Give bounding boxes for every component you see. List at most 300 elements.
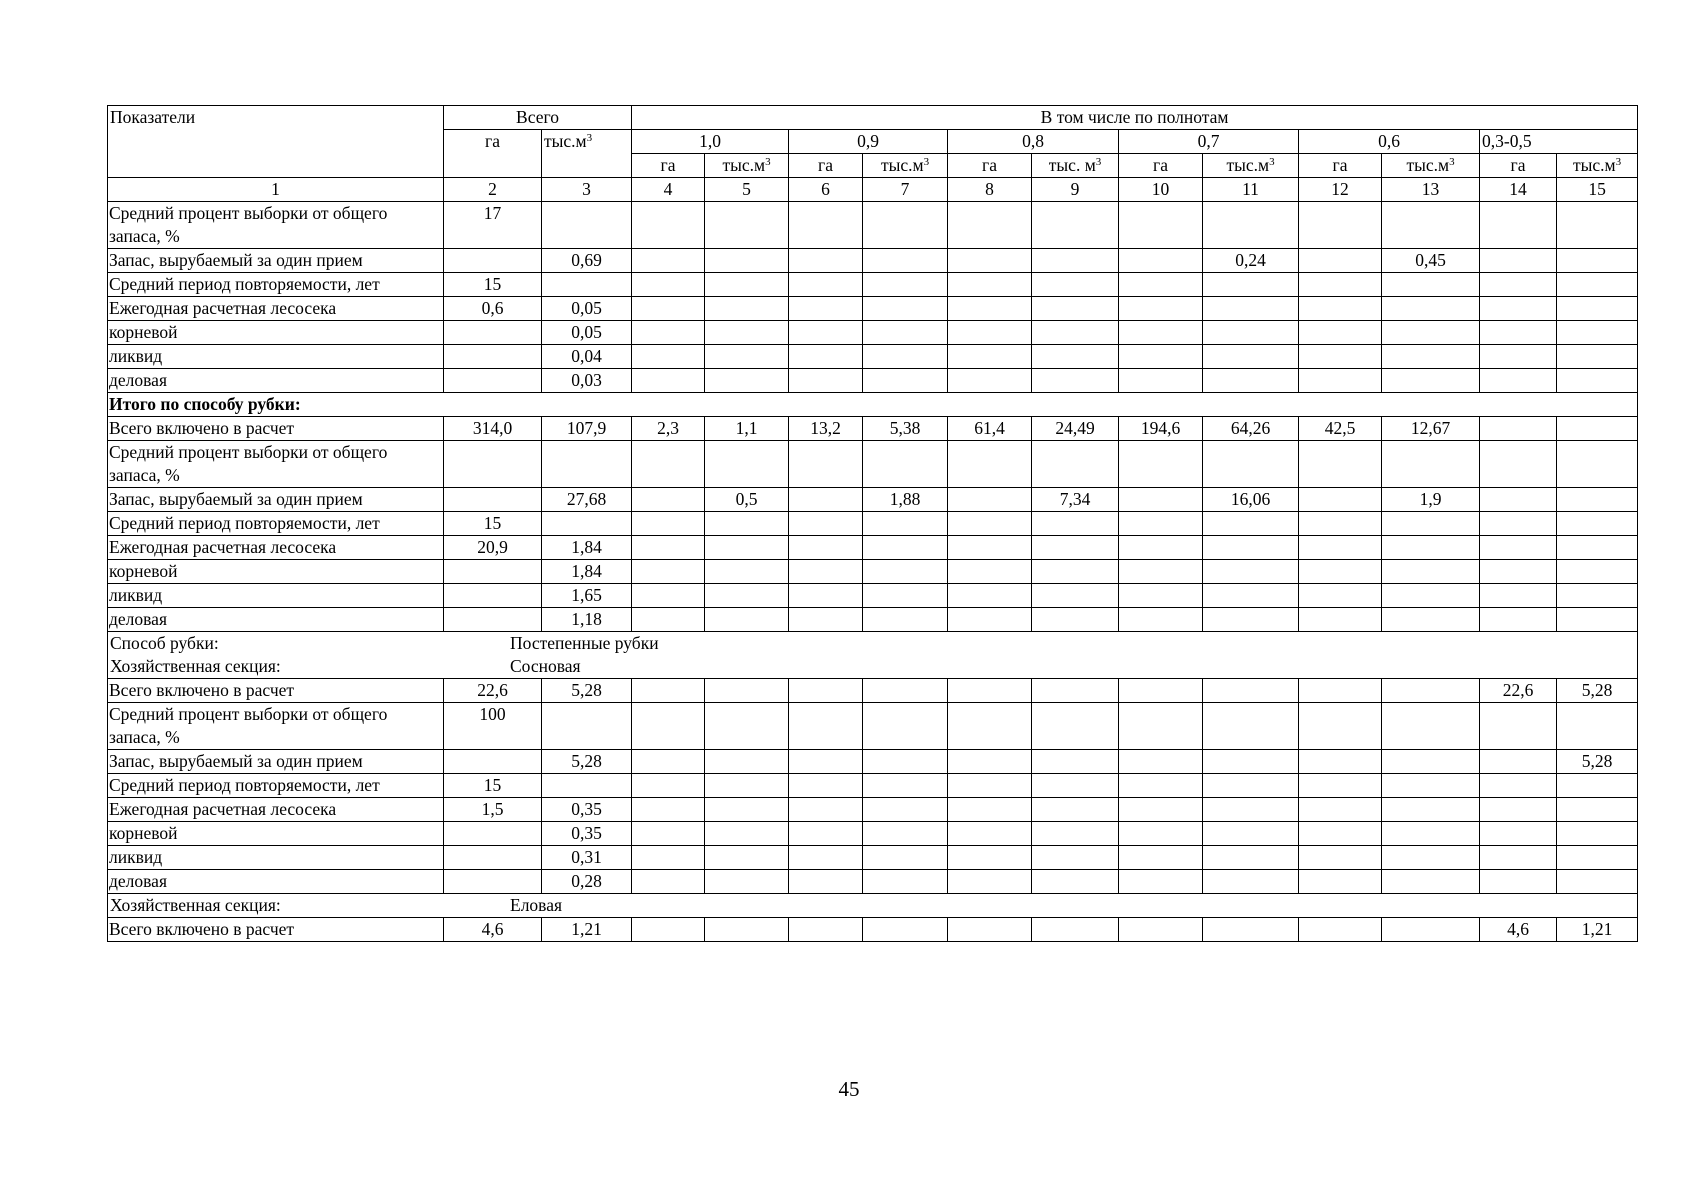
table-cell	[632, 750, 705, 774]
row-label: Запас, вырубаемый за один прием	[108, 750, 444, 774]
table-cell: 1,9	[1382, 488, 1480, 512]
table-cell: 42,5	[1299, 417, 1382, 441]
table-row	[108, 846, 1638, 870]
header-ha: га	[948, 154, 1032, 178]
table-cell	[1299, 560, 1382, 584]
header-density-4: 0,7	[1119, 130, 1299, 154]
table-cell	[705, 202, 789, 249]
table-row	[108, 488, 1638, 512]
column-number: 9	[1032, 178, 1119, 202]
row-label: Ежегодная расчетная лесосека	[108, 297, 444, 321]
table-cell	[1119, 202, 1203, 249]
column-number: 11	[1203, 178, 1299, 202]
table-cell	[863, 512, 948, 536]
forest-section-label: Хозяйственная секция:	[110, 895, 281, 915]
table-cell	[1480, 297, 1557, 321]
row-label: корневой	[108, 321, 444, 345]
table-cell	[948, 846, 1032, 870]
column-number: 4	[632, 178, 705, 202]
table-cell: 1,84	[542, 536, 632, 560]
table-cell	[1382, 679, 1480, 703]
table-cell	[1557, 417, 1638, 441]
table-cell	[1382, 870, 1480, 894]
table-row	[108, 441, 1638, 488]
table-cell	[863, 345, 948, 369]
table-cell	[632, 488, 705, 512]
row-label: Средний процент выборки от общего запаса, %	[108, 703, 444, 750]
total-heading-row	[108, 393, 1638, 417]
table-cell	[863, 297, 948, 321]
table-cell	[948, 369, 1032, 393]
header-row-1	[108, 106, 1638, 130]
table-cell	[1557, 512, 1638, 536]
table-cell	[1299, 273, 1382, 297]
table-cell	[948, 249, 1032, 273]
table-cell: 13,2	[789, 417, 863, 441]
table-cell	[1203, 870, 1299, 894]
table-cell: 22,6	[444, 679, 542, 703]
row-label: ликвид	[108, 345, 444, 369]
table-cell	[1480, 536, 1557, 560]
table-row	[108, 918, 1638, 942]
header-volume: $тыс.м^3$	[705, 154, 789, 178]
table-row	[108, 321, 1638, 345]
table-row	[108, 536, 1638, 560]
table-cell: 0,28	[542, 870, 632, 894]
table-cell	[1032, 345, 1119, 369]
column-number: 13	[1382, 178, 1480, 202]
table-cell	[444, 249, 542, 273]
table-row	[108, 417, 1638, 441]
table-cell	[542, 273, 632, 297]
table-cell	[1119, 774, 1203, 798]
table-cell	[789, 798, 863, 822]
table-cell	[632, 345, 705, 369]
forest-section-line	[110, 655, 1635, 678]
table-cell	[1299, 297, 1382, 321]
table-cell	[1299, 441, 1382, 488]
table-cell	[1032, 441, 1119, 488]
row-label: деловая	[108, 608, 444, 632]
table-cell	[863, 202, 948, 249]
row-label: Средний период повторяемости, лет	[108, 512, 444, 536]
table-cell	[1032, 798, 1119, 822]
table-cell	[948, 679, 1032, 703]
table-cell	[789, 774, 863, 798]
table-cell	[1119, 369, 1203, 393]
column-number: 14	[1480, 178, 1557, 202]
table-row	[108, 774, 1638, 798]
table-cell	[705, 584, 789, 608]
table-cell	[444, 441, 542, 488]
table-cell	[863, 750, 948, 774]
header-density-5: 0,6	[1299, 130, 1480, 154]
table-cell	[632, 273, 705, 297]
table-cell	[444, 822, 542, 846]
table-cell	[948, 441, 1032, 488]
table-cell	[1299, 608, 1382, 632]
table-cell	[1382, 584, 1480, 608]
table-cell	[444, 560, 542, 584]
table-cell	[1557, 321, 1638, 345]
header-density-1: 1,0	[632, 130, 789, 154]
table-row	[108, 703, 1638, 750]
table-cell: 15	[444, 774, 542, 798]
table-cell	[863, 441, 948, 488]
table-cell	[1382, 297, 1480, 321]
table-cell	[789, 870, 863, 894]
table-cell	[705, 249, 789, 273]
table-cell: 64,26	[1203, 417, 1299, 441]
row-label: Ежегодная расчетная лесосека	[108, 798, 444, 822]
table-cell	[1203, 369, 1299, 393]
table-cell	[705, 918, 789, 942]
table-cell	[1119, 679, 1203, 703]
row-label: Всего включено в расчет	[108, 918, 444, 942]
table-cell: 16,06	[1203, 488, 1299, 512]
table-cell	[1299, 249, 1382, 273]
table-cell	[789, 345, 863, 369]
row-label: Запас, вырубаемый за один прием	[108, 488, 444, 512]
table-cell	[1119, 321, 1203, 345]
table-cell	[789, 918, 863, 942]
table-cell: 0,5	[705, 488, 789, 512]
header-total-ha: га	[444, 130, 542, 178]
table-cell	[1032, 584, 1119, 608]
table-cell	[1382, 608, 1480, 632]
table-cell: 1,5	[444, 798, 542, 822]
table-cell	[1203, 202, 1299, 249]
table-cell	[1382, 441, 1480, 488]
table-cell	[1382, 369, 1480, 393]
table-cell	[632, 536, 705, 560]
table-cell	[1480, 249, 1557, 273]
row-label: Запас, вырубаемый за один прием	[108, 249, 444, 273]
table-cell	[1119, 870, 1203, 894]
table-cell: 4,6	[444, 918, 542, 942]
table-cell: 5,28	[1557, 679, 1638, 703]
cutting-method-line	[110, 632, 1635, 655]
forest-harvest-table	[107, 105, 1638, 942]
header-volume: $тыс.м^3$	[863, 154, 948, 178]
table-cell	[1382, 918, 1480, 942]
table-cell	[1032, 273, 1119, 297]
table-cell	[1299, 488, 1382, 512]
table-cell: 15	[444, 273, 542, 297]
table-cell	[444, 608, 542, 632]
table-cell	[789, 488, 863, 512]
table-cell: 0,03	[542, 369, 632, 393]
table-cell	[1119, 798, 1203, 822]
table-cell	[1119, 345, 1203, 369]
table-cell	[1203, 536, 1299, 560]
table-cell	[948, 584, 1032, 608]
table-cell	[1299, 202, 1382, 249]
table-cell	[1557, 536, 1638, 560]
table-cell	[789, 560, 863, 584]
header-by-density: В том числе по полнотам	[632, 106, 1638, 130]
table-cell	[705, 870, 789, 894]
table-cell	[1557, 584, 1638, 608]
table-row	[108, 584, 1638, 608]
row-label: Всего включено в расчет	[108, 417, 444, 441]
column-number: 6	[789, 178, 863, 202]
table-cell	[789, 679, 863, 703]
table-cell	[1480, 441, 1557, 488]
table-cell	[1480, 512, 1557, 536]
table-cell	[1203, 297, 1299, 321]
table-cell	[863, 870, 948, 894]
table-cell	[1299, 584, 1382, 608]
table-cell	[444, 369, 542, 393]
row-label: Всего включено в расчет	[108, 679, 444, 703]
table-cell	[1480, 488, 1557, 512]
table-cell	[1480, 345, 1557, 369]
table-cell: 4,6	[1480, 918, 1557, 942]
table-cell	[444, 321, 542, 345]
column-number: 7	[863, 178, 948, 202]
table-cell	[632, 822, 705, 846]
table-cell	[1119, 750, 1203, 774]
table-cell	[1480, 608, 1557, 632]
table-cell	[863, 321, 948, 345]
table-cell	[1203, 679, 1299, 703]
table-cell	[705, 441, 789, 488]
table-cell	[789, 369, 863, 393]
table-cell	[1382, 560, 1480, 584]
table-row	[108, 512, 1638, 536]
table-cell	[632, 512, 705, 536]
table-cell: 314,0	[444, 417, 542, 441]
table-cell	[948, 798, 1032, 822]
table-cell: 5,28	[542, 750, 632, 774]
column-number: 8	[948, 178, 1032, 202]
column-number-row	[108, 178, 1638, 202]
table-cell	[948, 512, 1032, 536]
table-cell	[705, 679, 789, 703]
table-cell	[632, 202, 705, 249]
table-cell	[1299, 703, 1382, 750]
table-cell	[863, 608, 948, 632]
table-cell	[1480, 321, 1557, 345]
header-volume: $тыс.м^3$	[1382, 154, 1480, 178]
table-cell	[444, 750, 542, 774]
table-cell	[1557, 345, 1638, 369]
table-cell	[1480, 774, 1557, 798]
table-cell	[863, 798, 948, 822]
table-cell	[863, 846, 948, 870]
table-cell	[632, 560, 705, 584]
table-cell	[1382, 822, 1480, 846]
table-cell	[948, 703, 1032, 750]
table-cell	[1480, 202, 1557, 249]
table-cell	[1203, 703, 1299, 750]
table-cell	[863, 918, 948, 942]
table-cell	[1203, 273, 1299, 297]
table-cell	[444, 488, 542, 512]
row-label: корневой	[108, 822, 444, 846]
table-cell	[632, 774, 705, 798]
table-cell	[542, 512, 632, 536]
table-cell	[632, 441, 705, 488]
table-cell	[1032, 249, 1119, 273]
total-heading: Итого по способу рубки:	[108, 393, 1638, 417]
table-cell	[1119, 488, 1203, 512]
row-label: Ежегодная расчетная лесосека	[108, 536, 444, 560]
table-cell	[1119, 918, 1203, 942]
table-cell	[1382, 774, 1480, 798]
header-volume: $тыс.м^3$	[1557, 154, 1638, 178]
table-cell	[1119, 297, 1203, 321]
table-cell	[948, 608, 1032, 632]
table-row	[108, 202, 1638, 249]
table-row	[108, 273, 1638, 297]
table-cell	[789, 512, 863, 536]
table-cell	[1119, 703, 1203, 750]
table-cell	[1119, 512, 1203, 536]
table-cell: 0,05	[542, 297, 632, 321]
table-cell	[1480, 798, 1557, 822]
table-cell	[948, 273, 1032, 297]
table-cell	[1119, 273, 1203, 297]
table-cell	[1557, 703, 1638, 750]
table-cell	[1119, 584, 1203, 608]
header-volume: $тыс.м^3$	[1203, 154, 1299, 178]
table-cell	[863, 822, 948, 846]
header-ha: га	[1119, 154, 1203, 178]
table-cell	[705, 822, 789, 846]
table-cell	[632, 679, 705, 703]
table-cell	[1480, 870, 1557, 894]
table-cell	[948, 488, 1032, 512]
table-cell: 17	[444, 202, 542, 249]
table-cell: 0,04	[542, 345, 632, 369]
table-cell	[1557, 798, 1638, 822]
table-cell	[1203, 822, 1299, 846]
section-info	[108, 632, 1638, 679]
table-cell: 5,28	[1557, 750, 1638, 774]
table-cell	[789, 202, 863, 249]
table-cell	[1032, 608, 1119, 632]
table-cell	[705, 273, 789, 297]
row-label: ликвид	[108, 846, 444, 870]
column-number: 12	[1299, 178, 1382, 202]
table-cell	[705, 774, 789, 798]
column-number: 2	[444, 178, 542, 202]
table-cell	[632, 321, 705, 345]
table-cell	[1382, 703, 1480, 750]
forest-section-value: Еловая	[510, 895, 563, 915]
table-cell	[705, 703, 789, 750]
header-total: Всего	[444, 106, 632, 130]
table-cell	[1119, 536, 1203, 560]
table-cell: 1,88	[863, 488, 948, 512]
table-cell	[789, 703, 863, 750]
table-cell	[863, 560, 948, 584]
table-cell	[1203, 321, 1299, 345]
table-row	[108, 345, 1638, 369]
table-cell	[1119, 441, 1203, 488]
table-cell: 22,6	[1480, 679, 1557, 703]
table-cell	[1032, 750, 1119, 774]
table-cell	[1557, 822, 1638, 846]
table-cell	[1480, 417, 1557, 441]
page-number: 45	[838, 1077, 860, 1101]
header-density-6: 0,3-0,5	[1480, 130, 1638, 154]
table-cell	[1557, 297, 1638, 321]
table-cell	[1480, 273, 1557, 297]
table-cell: 100	[444, 703, 542, 750]
table-cell: 15	[444, 512, 542, 536]
table-cell	[863, 703, 948, 750]
table-cell	[632, 703, 705, 750]
table-cell	[632, 870, 705, 894]
table-cell	[1119, 846, 1203, 870]
table-cell	[1557, 273, 1638, 297]
table-cell	[948, 560, 1032, 584]
table-cell	[948, 774, 1032, 798]
table-cell	[1299, 536, 1382, 560]
table-cell	[632, 846, 705, 870]
row-label: Средний период повторяемости, лет	[108, 273, 444, 297]
table-cell	[863, 249, 948, 273]
forest-section-label: Хозяйственная секция:	[110, 656, 281, 676]
table-cell: 2,3	[632, 417, 705, 441]
table-cell	[1203, 798, 1299, 822]
table-cell	[789, 846, 863, 870]
table-cell	[632, 798, 705, 822]
section-row	[108, 894, 1638, 918]
table-cell	[863, 584, 948, 608]
table-cell	[1032, 703, 1119, 750]
column-number: 1	[108, 178, 444, 202]
table-cell: 7,34	[1032, 488, 1119, 512]
table-cell	[789, 273, 863, 297]
table-cell: 61,4	[948, 417, 1032, 441]
table-row	[108, 560, 1638, 584]
table-cell	[632, 297, 705, 321]
table-cell: 0,05	[542, 321, 632, 345]
table-cell	[1480, 846, 1557, 870]
table-row	[108, 870, 1638, 894]
table-cell	[863, 774, 948, 798]
table-cell: 0,35	[542, 798, 632, 822]
table-cell	[1382, 202, 1480, 249]
table-row	[108, 822, 1638, 846]
table-cell	[789, 584, 863, 608]
table-cell	[1299, 870, 1382, 894]
table-cell	[1119, 560, 1203, 584]
table-cell	[1119, 608, 1203, 632]
table-cell	[789, 321, 863, 345]
table-cell	[444, 345, 542, 369]
table-cell: 0,24	[1203, 249, 1299, 273]
table-cell	[705, 750, 789, 774]
table-cell: 1,65	[542, 584, 632, 608]
column-number: 10	[1119, 178, 1203, 202]
table-cell	[1032, 369, 1119, 393]
table-cell	[1480, 750, 1557, 774]
table-cell	[1382, 512, 1480, 536]
table-cell	[1480, 822, 1557, 846]
table-cell	[1032, 870, 1119, 894]
table-cell	[632, 249, 705, 273]
table-row	[108, 608, 1638, 632]
table-cell: 107,9	[542, 417, 632, 441]
table-cell	[948, 870, 1032, 894]
table-cell	[1557, 369, 1638, 393]
table-cell	[1480, 560, 1557, 584]
